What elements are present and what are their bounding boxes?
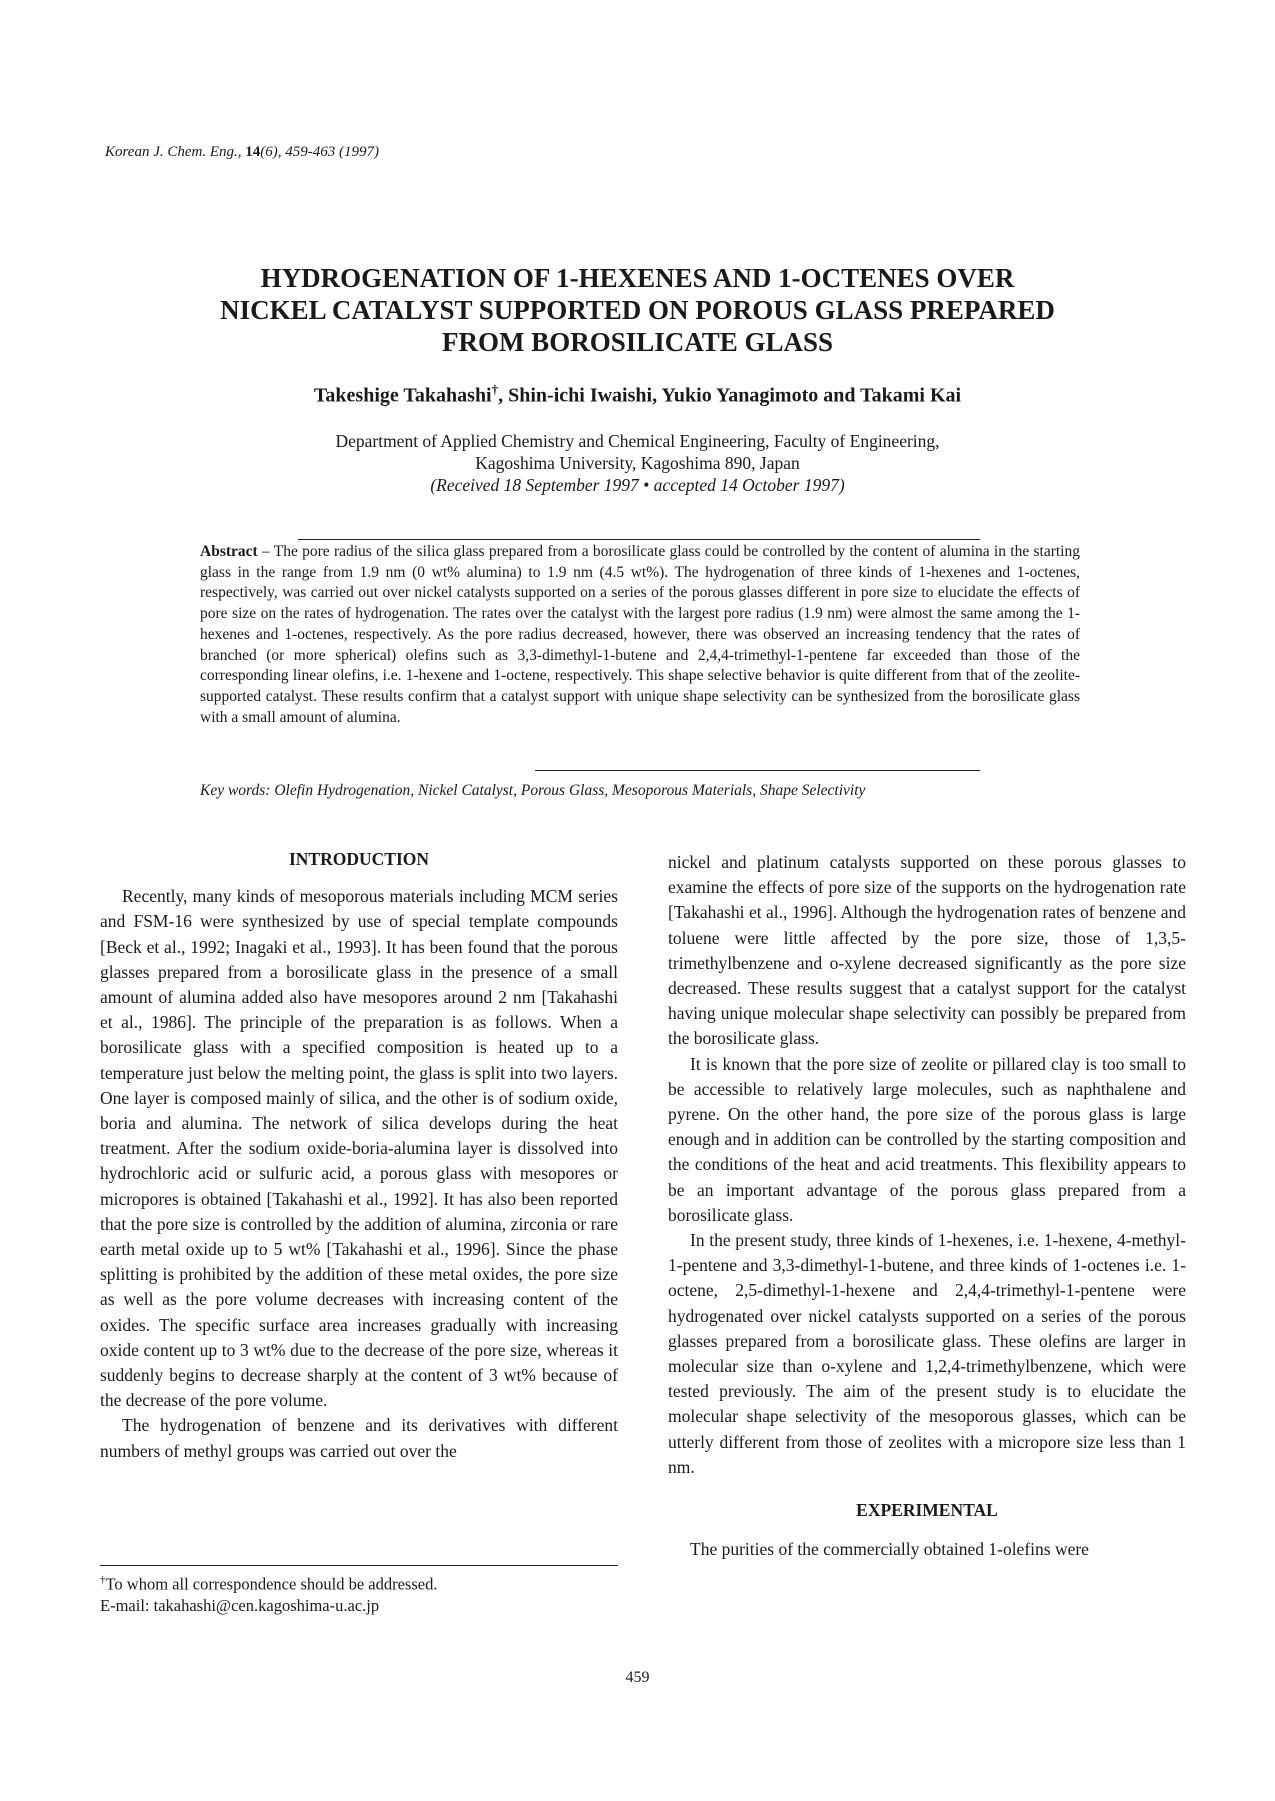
keywords: Key words: Olefin Hydrogenation, Nickel Catalyst, Porous Glass, Mesoporous Materials, Shape Selectivity: [200, 782, 866, 799]
dagger-mark: †: [491, 382, 499, 397]
paper-title: [130, 262, 1145, 358]
footnote-correspondence: To whom all correspondence should be addressed.: [105, 1574, 438, 1594]
journal-issue-pages-year: (6), 459-463 (1997): [260, 144, 379, 160]
journal-volume: 14: [245, 144, 261, 160]
paragraph: nickel and platinum catalysts supported on these porous glasses to examine the effects of pore size of the supports on the hydrogenation rate [Takahashi et al., 1996]. Although the hydrogenation rates of benzene and toluene were little affected by the pore size, those of 1,3,5-trimethylbenzene and o-xylene decreased significantly as the pore size decreased. These results suggest that a catalyst support for the catalyst having unique molecular shape selectivity can possibly be prepared from the borosilicate glass.: [668, 852, 1186, 1049]
title-line: NICKEL CATALYST SUPPORTED ON POROUS GLASS PREPARED: [220, 295, 1055, 325]
paragraph: It is known that the pore size of zeolite or pillared clay is too small to be accessible to relatively large molecules, such as naphthalene and pyrene. On the other hand, the pore size of the porous glass is large enough and in addition can be controlled by the starting composition and the conditions of the heat and acid treatments. This flexibility appears to be an important advantage of the porous glass prepared from a borosilicate glass.: [668, 1053, 1186, 1225]
affiliation-line: Kagoshima University, Kagoshima 890, Japan: [475, 453, 800, 473]
right-column: [668, 850, 1186, 1562]
section-heading-introduction: INTRODUCTION: [288, 849, 430, 869]
footnote: [100, 1570, 618, 1616]
paragraph: The hydrogenation of benzene and its derivatives with different numbers of methyl groups was carried out over the: [100, 1415, 618, 1461]
abstract-top-rule: [298, 539, 980, 540]
paragraph: In the present study, three kinds of 1-hexenes, i.e. 1-hexene, 4-methyl-1-pentene and 3,3-dimethyl-1-butene, and three kinds of 1-octenes i.e. 1-octene, 2,5-dimethyl-1-hexene and 2,4,4-trimethyl-1-pentene were hydrogenated over nickel catalysts supported on a series of the porous glasses prepared from a borosilicate glass. These olefins are larger in molecular size than o-xylene and 1,2,4-trimethylbenzene, which were tested previously. The aim of the present study is to elucidate the molecular shape selectivity of the mesoporous glasses, which can be utterly different from those of zeolites with a micropore size less than 1 nm.: [668, 1230, 1186, 1477]
section-heading-experimental: EXPERIMENTAL: [856, 1500, 998, 1521]
abstract-bottom-rule: [535, 770, 980, 771]
paragraph: The purities of the commercially obtained 1-olefins were: [690, 1539, 1089, 1560]
page-number: 459: [625, 1669, 650, 1686]
abstract-text: – The pore radius of the silica glass prepared from a borosilicate glass could be controlled by the content of alumina in the starting glass in the range from 1.9 nm (0 wt% alumina) to 1.9 nm (4.5 wt%). The hydrogenation of three kinds of 1-hexenes and 1-octenes, respectively, was carried out over nickel catalysts supported on a series of the porous glasses different in pore size to elucidate the effects of pore size on the rates of hydrogenation. The rates over the catalyst with the largest pore radius (1.9 nm) were almost the same among the 1-hexenes and 1-octenes, respectively. As the pore radius decreased, however, there was observed an increasing tendency that the rates of branched (or more spherical) olefins such as 3,3-dimethyl-1-butene and 2,4,4-trimethyl-1-pentene far exceeded than those of the corresponding linear olefins, i.e. 1-hexene and 1-octene, respectively. This shape selective behavior is quite different from that of the zeolite-supported catalyst. These results confirm that a catalyst support with unique shape selectivity can be synthesized from the borosilicate glass with a small amount of alumina.: [200, 543, 1080, 726]
corresponding-author: Takeshige Takahashi: [313, 384, 492, 407]
author-list: [130, 382, 1145, 408]
title-line: FROM BOROSILICATE GLASS: [441, 327, 834, 357]
received-dates: (Received 18 September 1997 • accepted 14 October 1997): [430, 475, 845, 495]
footnote-email: E-mail: takahashi@cen.kagoshima-u.ac.jp: [100, 1595, 380, 1615]
left-column: [100, 847, 618, 1464]
title-line: HYDROGENATION OF 1-HEXENES AND 1-OCTENES OVER: [260, 263, 1015, 293]
paragraph: Recently, many kinds of mesoporous materials including MCM series and FSM-16 were synthesized by use of special template compounds [Beck et al., 1992; Inagaki et al., 1993]. It has been found that the porous glasses prepared from a borosilicate glass in the presence of a small amount of alumina added also have mesopores around 2 nm [Takahashi et al., 1986]. The principle of the preparation is as follows. When a borosilicate glass with a specified composition is heated up to a temperature just below the melting point, the glass is split into two layers. One layer is composed mainly of silica, and the other is of sodium oxide, boria and alumina. The network of silica develops during the heat treatment. After the sodium oxide-boria-alumina layer is dissolved into hydrochloric acid or sulfuric acid, a porous glass with mesopores or micropores is obtained [Takahashi et al., 1992]. It has also been reported that the pore size is controlled by the addition of alumina, zirconia or rare earth metal oxide up to 5 wt% [Takahashi et al., 1996]. Since the phase splitting is prohibited by the addition of these metal oxides, the pore size as well as the pore volume decreases with increasing content of the oxides. The specific surface area increases gradually with increasing oxide content up to 3 wt% due to the decrease of the pore size, whereas it suddenly begins to decrease sharply at the content of 3 wt% because of the decrease of the pore volume.: [100, 886, 618, 1411]
coauthors: , Shin-ichi Iwaishi, Yukio Yanagimoto and Takami Kai: [498, 384, 962, 407]
footnote-dagger: †: [100, 1574, 106, 1586]
journal-name: Korean J. Chem. Eng.: [105, 144, 238, 160]
affiliation: [200, 430, 1075, 496]
journal-reference: Korean J. Chem. Eng., 14(6), 459-463 (1997): [105, 144, 379, 160]
abstract: [200, 542, 1080, 728]
affiliation-line: Department of Applied Chemistry and Chemical Engineering, Faculty of Engineering,: [335, 431, 940, 451]
abstract-label: Abstract: [200, 543, 258, 560]
footnote-rule: [100, 1565, 618, 1566]
